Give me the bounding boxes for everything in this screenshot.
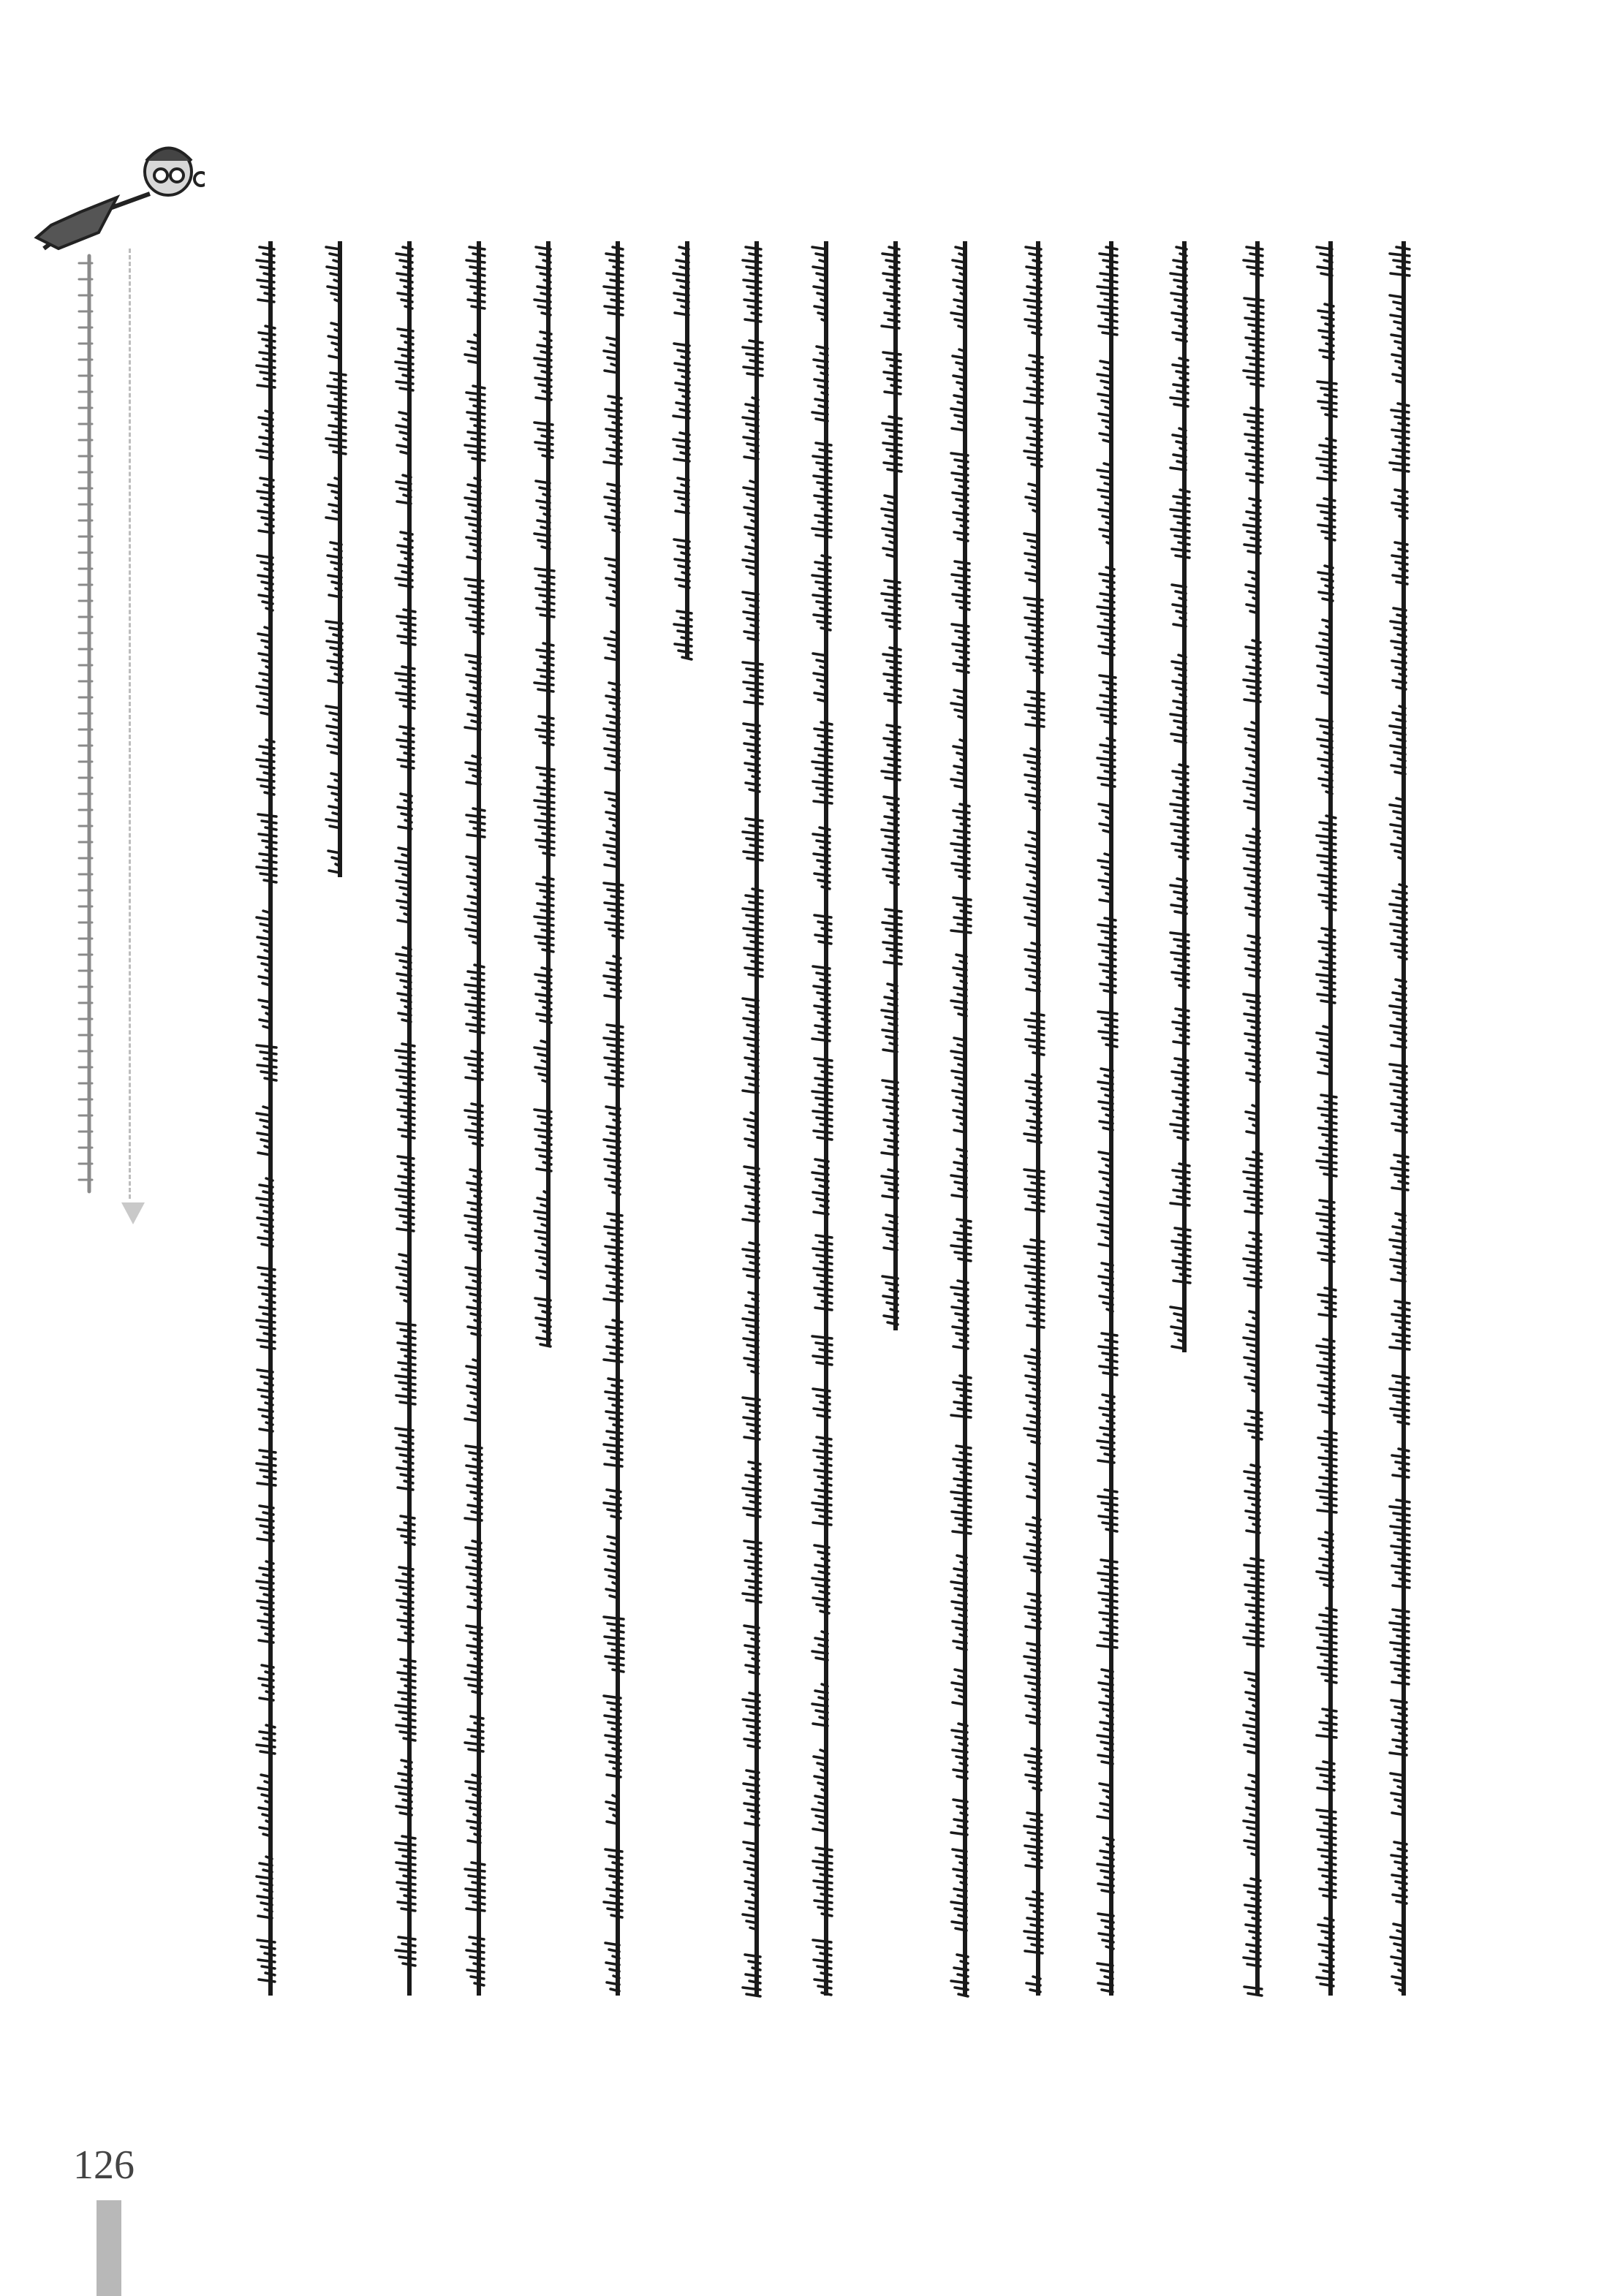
text-column <box>1244 241 1263 1996</box>
text-column <box>534 241 554 1346</box>
text-column <box>604 241 624 1996</box>
text-column <box>812 241 832 1996</box>
text-column <box>465 241 485 1996</box>
text-column <box>673 241 692 659</box>
page-number: 126 <box>73 2142 135 2188</box>
text-column <box>743 241 763 1996</box>
text-column <box>1024 241 1044 1996</box>
text-column <box>257 241 276 1996</box>
text-column <box>1390 241 1410 1996</box>
text-column <box>1097 241 1117 1996</box>
text-column <box>1317 241 1336 1996</box>
chapter-side-tab <box>97 2200 121 2296</box>
text-column <box>951 241 971 1996</box>
text-column <box>882 241 901 1330</box>
text-column <box>396 241 415 1996</box>
text-column <box>326 241 346 877</box>
text-column <box>1170 241 1190 1352</box>
